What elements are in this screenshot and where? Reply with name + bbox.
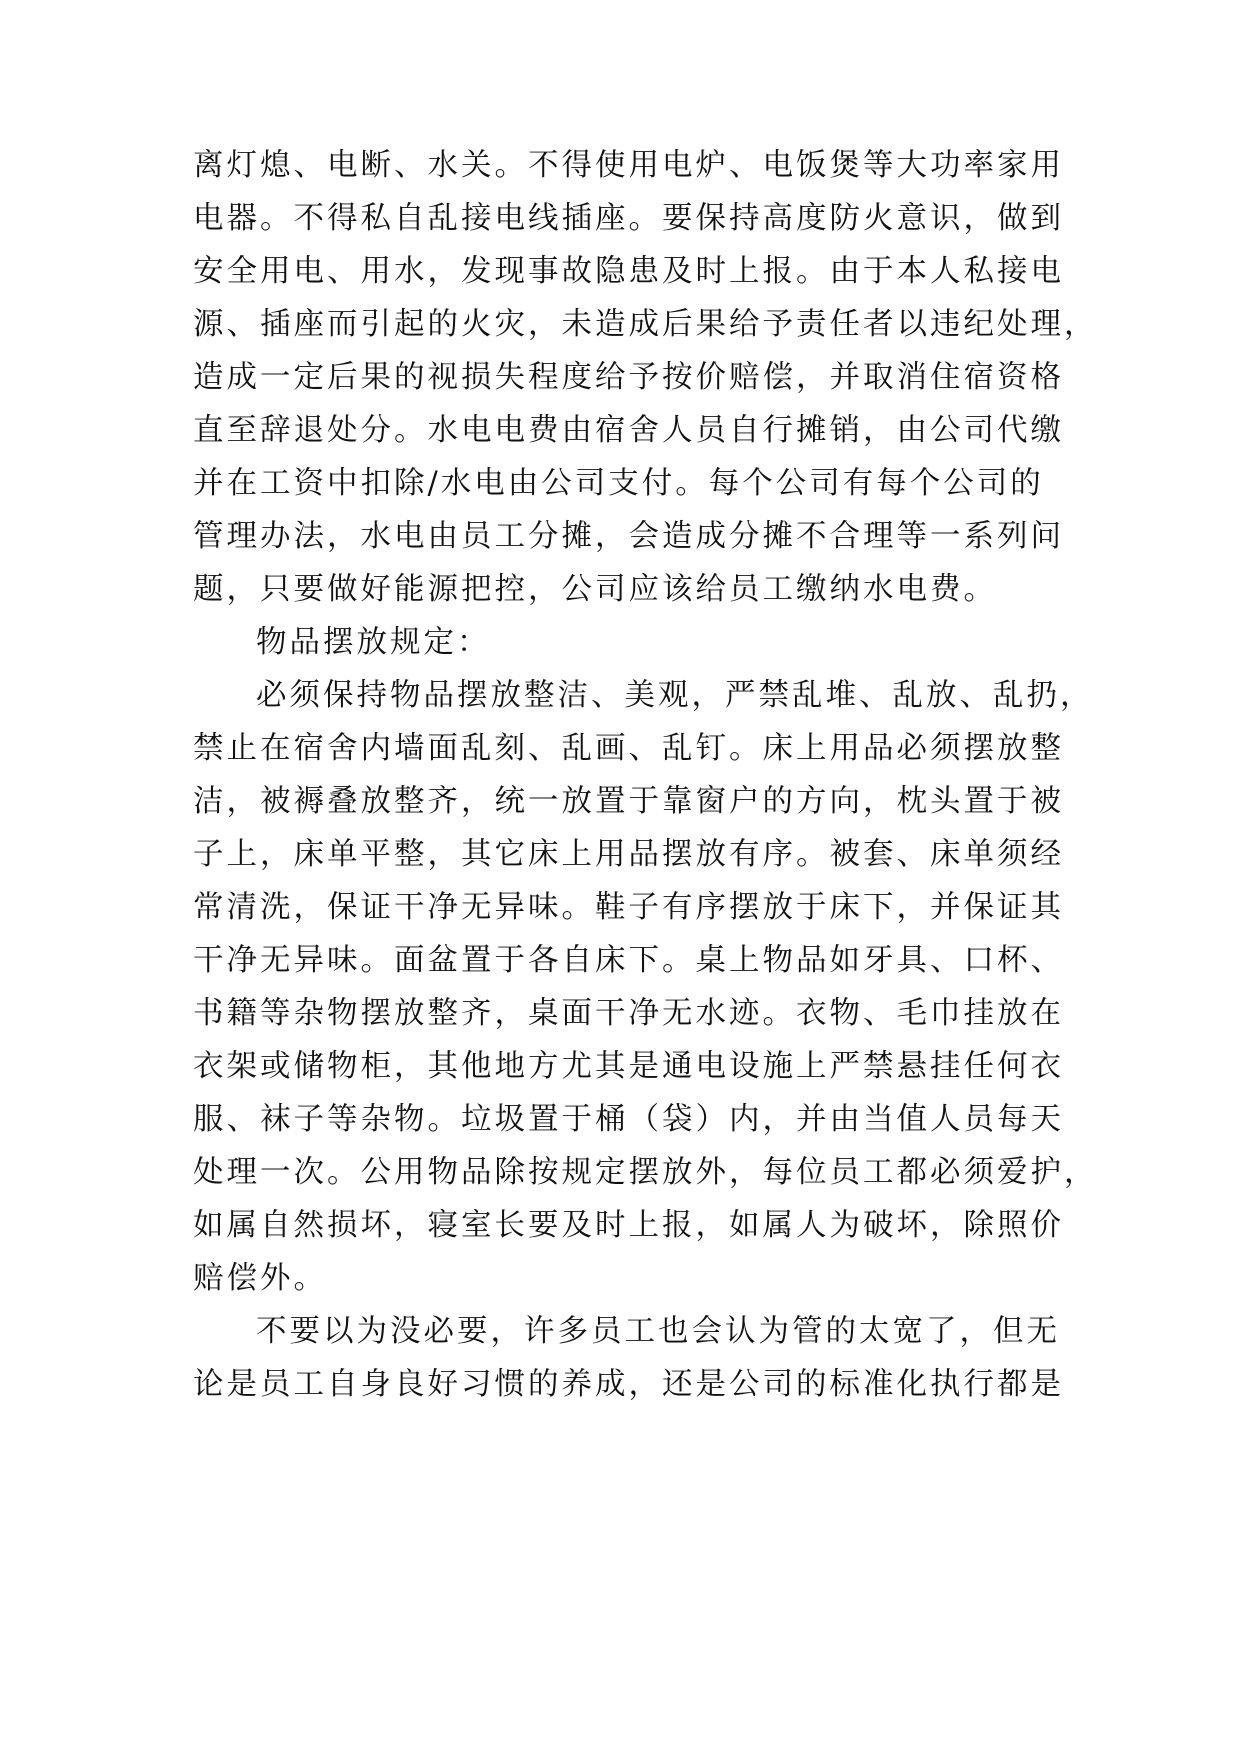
text-line: 服、袜子等杂物。垃圾置于桶（袋）内，并由当值人员每天 — [193, 1102, 1064, 1137]
text-line: 造成一定后果的视损失程度给予按价赔偿，并取消住宿资格 — [193, 360, 1064, 395]
text-line: 并在工资中扣除/水电由公司支付。每个公司有每个公司的 — [193, 466, 1044, 501]
text-line: 赔偿外。 — [193, 1261, 327, 1296]
text-line: 电器。不得私自乱接电线插座。要保持高度防火意识，做到 — [193, 201, 1064, 236]
text-line: 不要以为没必要，许多员工也会认为管的太宽了，但无 — [256, 1314, 1060, 1349]
text-line: 常清洗，保证干净无异味。鞋子有序摆放于床下，并保证其 — [193, 890, 1064, 925]
text-line: 子上，床单平整，其它床上用品摆放有序。被套、床单须经 — [193, 837, 1064, 872]
text-line: 干净无异味。面盆置于各自床下。桌上物品如牙具、口杯、 — [193, 943, 1064, 978]
text-line: 源、插座而引起的火灾，未造成后果给予责任者以违纪处理， — [193, 307, 1098, 342]
text-line: 必须保持物品摆放整洁、美观，严禁乱堆、乱放、乱扔， — [256, 678, 1094, 713]
text-line: 处理一次。公用物品除按规定摆放外，每位员工都必须爱护， — [193, 1155, 1098, 1190]
text-line: 题，只要做好能源把控，公司应该给员工缴纳水电费。 — [193, 572, 997, 607]
text-line: 安全用电、用水，发现事故隐患及时上报。由于本人私接电 — [193, 254, 1064, 289]
text-line: 书籍等杂物摆放整齐，桌面干净无水迹。衣物、毛巾挂放在 — [193, 996, 1064, 1031]
text-line: 洁，被褥叠放整齐，统一放置于靠窗户的方向，枕头置于被 — [193, 784, 1064, 819]
text-line: 离灯熄、电断、水关。不得使用电炉、电饭煲等大功率家用 — [193, 148, 1064, 183]
text-line: 如属自然损坏，寝室长要及时上报，如属人为破坏，除照价 — [193, 1208, 1064, 1243]
section-heading: 物品摆放规定： — [256, 625, 491, 660]
text-line: 管理办法，水电由员工分摊，会造成分摊不合理等一系列问 — [193, 519, 1064, 554]
text-line: 衣架或储物柜，其他地方尤其是通电设施上严禁悬挂任何衣 — [193, 1049, 1064, 1084]
text-line: 禁止在宿舍内墙面乱刻、乱画、乱钉。床上用品必须摆放整 — [193, 731, 1064, 766]
text-line: 直至辞退处分。水电电费由宿舍人员自行摊销，由公司代缴 — [193, 413, 1064, 448]
text-line: 论是员工自身良好习惯的养成，还是公司的标准化执行都是 — [193, 1367, 1064, 1402]
